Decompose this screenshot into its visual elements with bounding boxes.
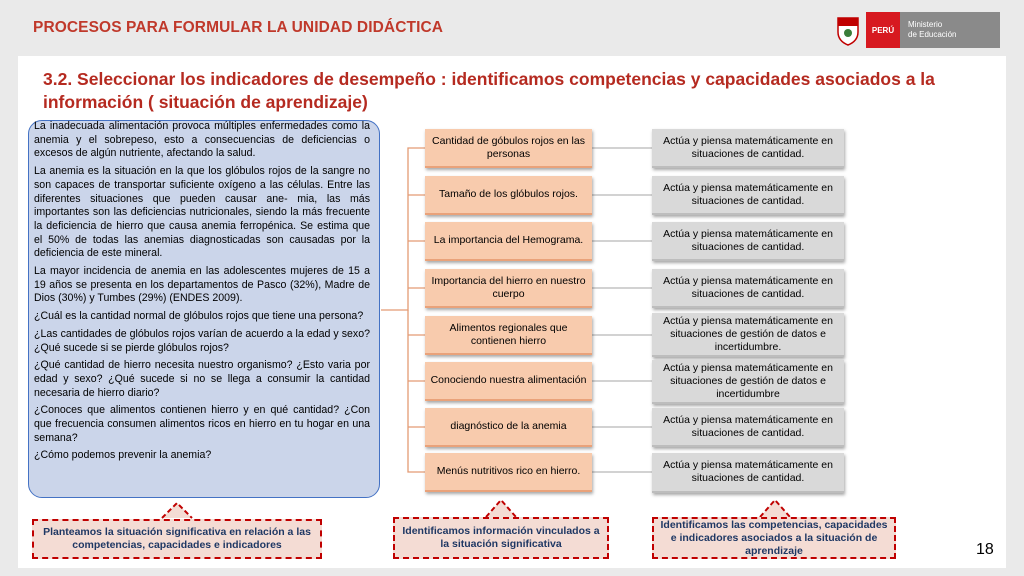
- competency-4: Actúa y piensa matemáticamente en situaciones de cantidad.: [652, 269, 844, 308]
- story-question: ¿Cómo podemos prevenir la anemia?: [34, 449, 212, 462]
- callout-pointer-left: [160, 500, 194, 520]
- info-item-6: Conociendo nuestra alimentación: [425, 362, 592, 401]
- competency-3: Actúa y piensa matemáticamente en situaciones de cantidad.: [652, 222, 844, 261]
- story-question: ¿Qué cantidad de hierro necesita nuestro organismo? ¿Esto varia por edad y sexo? ¿Qué sucede si no se llega a consumir la cantidad necesaria de hierro diario?: [34, 359, 370, 399]
- callout-left: Planteamos la situación significativa en relación a las competencias, capacidades e indicadores: [32, 519, 322, 559]
- story-question: ¿Cuál es la cantidad normal de glóbulos rojos que tiene una persona?: [34, 310, 364, 323]
- info-item-7: diagnóstico de la anemia: [425, 408, 592, 447]
- header-title: PROCESOS PARA FORMULAR LA UNIDAD DIDÁCTICA: [33, 19, 444, 36]
- section-title: 3.2. Seleccionar los indicadores de desempeño : identificamos competencias y capacidades asociados a la información ( situación de aprendizaje): [43, 69, 935, 112]
- competency-7: Actúa y piensa matemáticamente en situaciones de cantidad.: [652, 408, 844, 447]
- story-paragraph: La mayor incidencia de anemia en las adolescentes mujeres de 15 a 19 años se presenta en los departamentos de Pasco (32%), Madre de Dios (30%) y Tumbes (29%) (ENDES 2009).: [34, 265, 370, 305]
- callout-middle: Identificamos información vinculados a la situación significativa: [393, 517, 609, 559]
- story-paragraph: La anemia es la situación en la que los glóbulos rojos de la sangre no son capaces de transportar suficiente oxígeno a las células. Entre las diferentes situaciones que pueden causar ane- mia, las más importantes son las deficiencias nutricionales, siendo la más frecuente la deficiencia de hierro que causa anemia ferropénica. Se estima que el 50% de todas las anemias diagnosticadas son causadas por la deficiencia de este mineral.: [34, 165, 370, 260]
- competency-6: Actúa y piensa matemáticamente en situaciones de gestión de datos e incertidumbre: [652, 360, 844, 404]
- competency-5: Actúa y piensa matemáticamente en situaciones de gestión de datos e incertidumbre.: [652, 313, 844, 357]
- info-item-4: Importancia del hierro en nuestro cuerpo: [425, 269, 592, 308]
- competency-1: Actúa y piensa matemáticamente en situaciones de cantidad.: [652, 129, 844, 168]
- page-number: 18: [976, 541, 994, 558]
- info-item-1: Cantidad de góbulos rojos en las personas: [425, 129, 592, 168]
- story-paragraph: La inadecuada alimentación provoca múltiples enfermedades como la anemia y el sobrepeso, esto a consecuencias de deficiencias o excesos de algún nutriente, afectando la salud.: [34, 120, 370, 160]
- info-item-2: Tamaño de los glóbulos rojos.: [425, 176, 592, 215]
- callout-pointer-middle: [484, 497, 518, 519]
- ministry-line-1: Ministerio: [908, 20, 943, 29]
- callout-right: Identificamos las competencias, capacidades e indicadores asociados a la situación de aprendizaje: [652, 517, 896, 559]
- peru-badge: PERÚ: [866, 12, 900, 48]
- ministry-line-2: de Educación: [908, 30, 957, 39]
- info-item-5: Alimentos regionales que contienen hierro: [425, 316, 592, 355]
- story-question: ¿Las cantidades de glóbulos rojos varían de acuerdo a la edad y sexo? ¿Qué sucede si se pierde glóbulos rojos?: [34, 327, 370, 354]
- info-item-3: La importancia del Hemograma.: [425, 222, 592, 261]
- callout-pointer-right: [758, 497, 792, 519]
- story-question: ¿Conoces que alimentos contienen hierro y en qué cantidad? ¿Con que frecuencia consumen alimentos ricos en hierro en tu hogar en una semana?: [34, 404, 370, 444]
- competency-8: Actúa y piensa matemáticamente en situaciones de cantidad.: [652, 453, 844, 493]
- info-item-8: Menús nutritivos rico en hierro.: [425, 453, 592, 492]
- competency-2: Actúa y piensa matemáticamente en situaciones de cantidad.: [652, 176, 844, 215]
